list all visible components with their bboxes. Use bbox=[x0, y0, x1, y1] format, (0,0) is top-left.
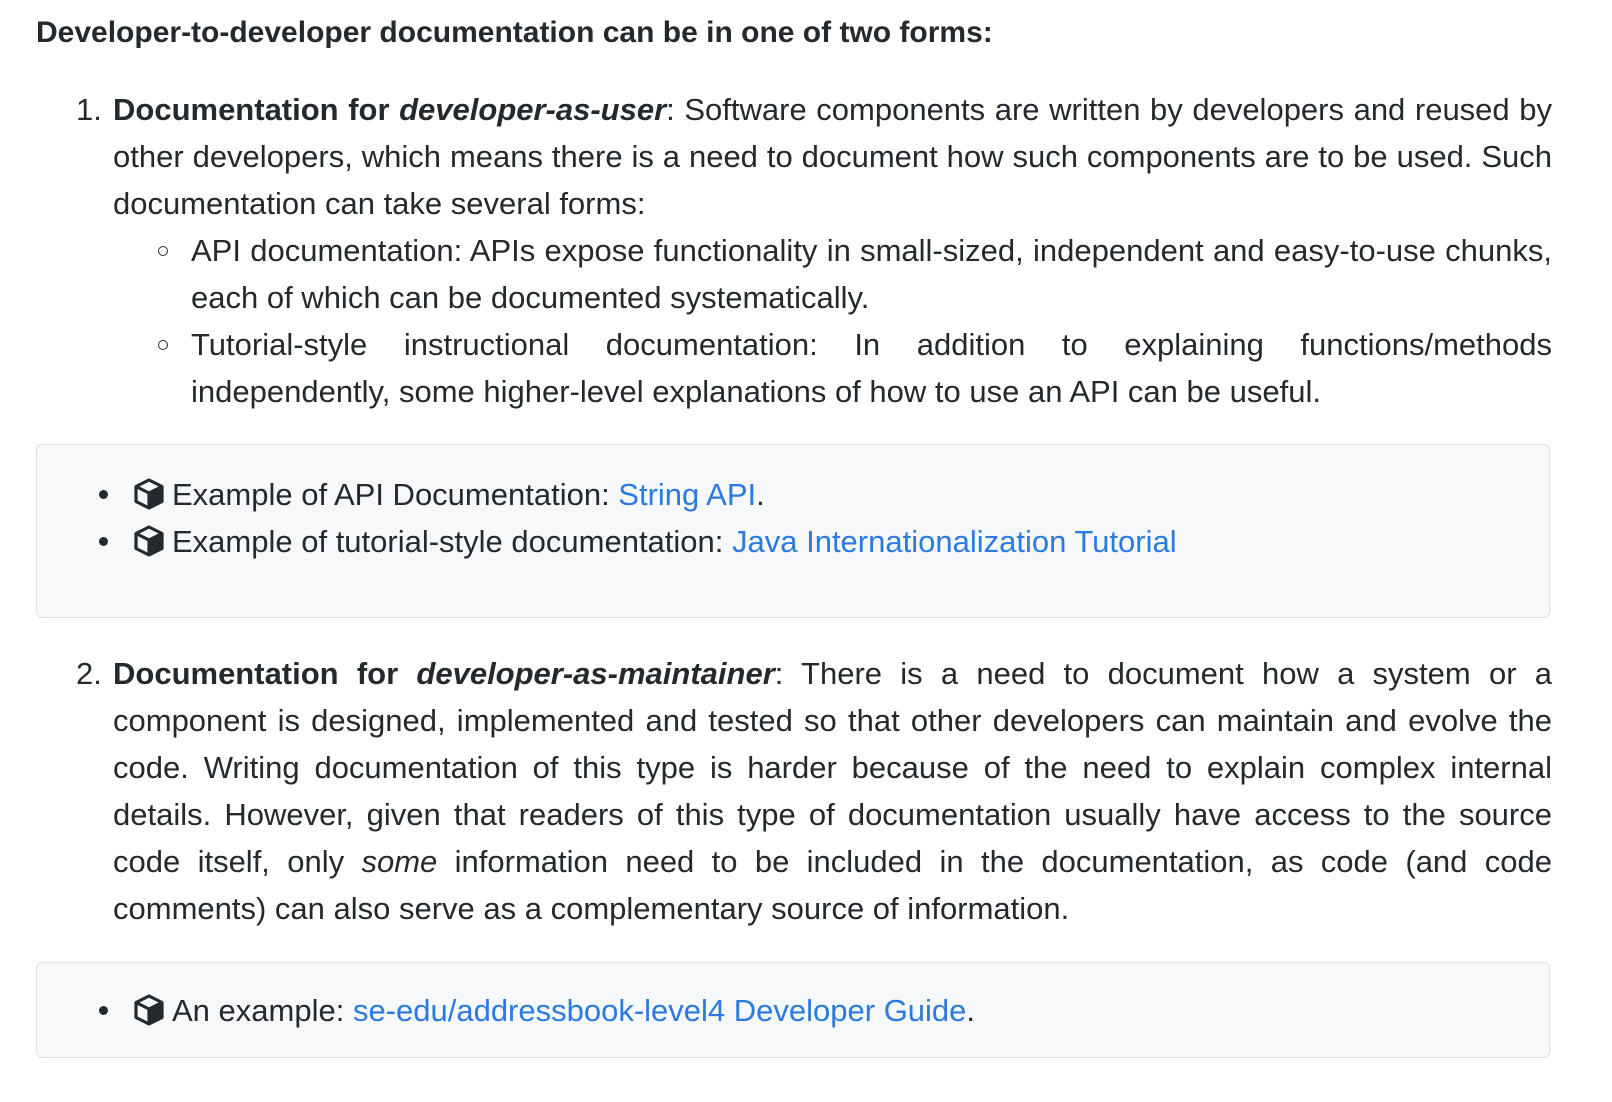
string-api-link[interactable]: String API bbox=[618, 477, 757, 512]
package-icon bbox=[133, 994, 165, 1026]
item-title-prefix: Documentation for bbox=[113, 92, 400, 127]
sub-list-item bbox=[113, 227, 1552, 321]
sub-list bbox=[113, 227, 1552, 415]
item-title-emphasis: developer-as-user bbox=[399, 92, 667, 127]
item-body: : Software components are written by developers and reused by other developers, which means there is a need to document how such components are to be used. Such documentation can take several forms: bbox=[113, 92, 1552, 221]
example-label: An example: bbox=[172, 993, 353, 1028]
sub-item-text: Tutorial-style instructional documentation: In addition to explaining functions/methods independently, some higher-level explanations of how to use an API can be useful. bbox=[191, 327, 1552, 409]
bullet-icon bbox=[99, 537, 108, 546]
developer-guide-link[interactable]: se-edu/addressbook-level4 Developer Guide bbox=[352, 993, 967, 1028]
example-row bbox=[133, 471, 765, 518]
item-body-emphasis: some bbox=[361, 844, 438, 879]
list-item-developer-as-maintainer bbox=[76, 650, 1552, 932]
example-suffix: . bbox=[756, 477, 765, 512]
list-number: 2. bbox=[76, 656, 102, 691]
example-label: Example of tutorial-style documentation: bbox=[172, 524, 732, 559]
example-row bbox=[133, 987, 975, 1034]
examples-box bbox=[36, 444, 1550, 618]
item-title-emphasis: developer-as-maintainer bbox=[416, 656, 775, 691]
example-suffix: . bbox=[966, 993, 976, 1028]
item-title-prefix: Documentation for bbox=[113, 656, 417, 691]
bullet-icon bbox=[99, 490, 108, 499]
list-item-developer-as-user bbox=[76, 86, 1552, 415]
java-i18n-tutorial-link[interactable]: Java Internationalization Tutorial bbox=[732, 524, 1177, 559]
package-icon bbox=[133, 478, 165, 510]
item-body-before: : There is a need to document how a system or a component is designed, implemented and tested so that other developers can maintain and evolve the code. Writing documentation of this type is harder because of the need to explain complex internal details. However, given that readers of this type of documentation usually have access to the source code itself, only bbox=[113, 656, 1552, 879]
example-label: Example of API Documentation: bbox=[172, 477, 619, 512]
example-box bbox=[36, 962, 1550, 1058]
section-heading: Developer-to-developer documentation can be in one of two forms: bbox=[36, 16, 993, 49]
bullet-icon bbox=[99, 1006, 108, 1015]
list-number: 1. bbox=[76, 92, 102, 127]
item-body-after: information need to be included in the documentation, as code (and code comments) can also serve as a complementary source of information. bbox=[113, 844, 1552, 926]
sub-item-text: API documentation: APIs expose functionality in small-sized, independent and easy-to-use chunks, each of which can be documented systematically. bbox=[191, 233, 1552, 315]
hollow-bullet-icon bbox=[158, 340, 168, 350]
hollow-bullet-icon bbox=[158, 246, 168, 256]
package-icon bbox=[133, 525, 165, 557]
example-row bbox=[133, 518, 1177, 565]
sub-list-item bbox=[113, 321, 1552, 415]
